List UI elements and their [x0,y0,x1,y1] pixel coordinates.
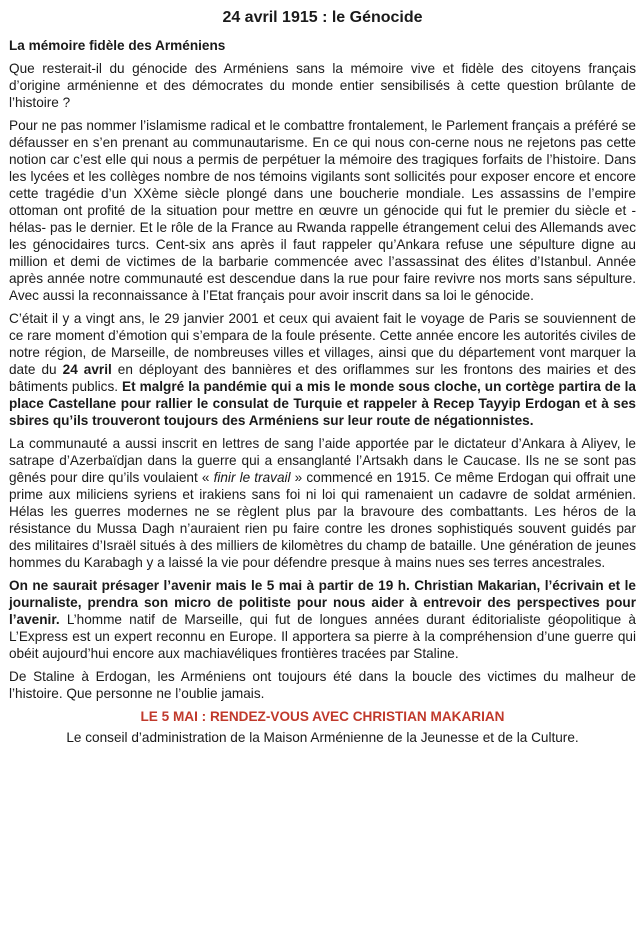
paragraph-intro: Que resterait-il du génocide des Arméniens sans la mémoire vive et fidèle des citoyens français d’origine arménienne et des démocrates du monde entier sensibilisés à cette question brûlante de l’histoire ? [9,61,636,110]
paragraph-communautarisme: Pour ne pas nommer l’islamisme radical et le combattre frontalement, le Parlement français a préféré se défausser en s’en prenant au communautarisme. En ce qui nous con-cerne nous ne rejetons pas cette notion car c’est elle qui nous a permis de perpétuer la mémoire des tragiques forfaits de l’histoire. Dans les lycées et les collèges nombre de nos témoins vigilants sont sollicités pour exposer encore et encore cette tragédie d’un XXème siècle plongé dans une boucherie mondiale. Les assassins de l’empire ottoman ont profité de la situation pour mettre en œuvre un génocide qui fut le premier du siècle et -hélas- pas le dernier. Et le rôle de la France au Rwanda rappelle étrangement celui des Allemands avec les génocidaires turcs. Cent-six ans après il faut rappeler qu’Ankara refuse une sépulture digne au million et demi de victimes de la barbarie commencée avec l’assassinat des élites d’Istanbul. Année après année notre communauté est descendue dans la rue pour faire revivre nos morts sans sépulture. Avec aussi la reconnaissance à l’Etat français pour avoir inscrit dans sa loi le génocide. [9,118,636,303]
paragraph-artsakh-text-1: La communauté a aussi inscrit en lettres de sang l’aide apportée par le dictateur d’Ankara à Aliyev, le satrape d’Azerbaïdjan dans la guerre qui a ensanglanté l’Artsakh dans le Caucase. Ils ne se sont pas gênés pour dire qu’ils voulaient « [9,436,636,485]
quote-italic: finir le travail [213,470,291,485]
paragraph-artsakh [9,435,636,571]
article-title: 24 avril 1915 : le Génocide [222,9,423,26]
paragraph-artsakh-text-2: » commencé en 1915. Ce même Erdogan qui offrait une prime aux miliciens syriens et irakiens sans foi ni loi qui ramenaient un cadavre de soldat arménien. Hélas les guerres modernes ne se règlent plus par la bravoure des combattants. Les héros de la résistance du Mussa Dagh n’auraient rien pu faire contre les drones sophistiqués souvent guidés par des militaires d’Israël situés à des milliers de kilomètres du champ de bataille. Une génération de jeunes hommes du Karabagh y a laissé la vie pour défendre presque à mains nues ses terres ancestrales. [9,470,636,570]
paragraph-anniversary-text-1: C’était il y a vingt ans, le 29 janvier 2001 et ceux qui avaient fait le voyage de Paris se souviennent de ce rare moment d’émotion qui s’empara de la foule présente. Cette année encore les autorités civiles de notre région, de Marseille, de nombreuses villes et villages, ainsi que du département vont marquer la date du [9,311,636,377]
paragraph-anniversary [9,310,636,429]
paragraph-conference-text: L’homme natif de Marseille, qui fut de longues années durant éditorialiste géopolitique à L’Express est un expert reconnu en Europe. Il apportera sa pierre à la compréhension d’une guerre qui obéit aujourd’hui encore aux machiavéliques frontières tracées par Staline. [9,612,636,661]
article-subtitle: La mémoire fidèle des Arméniens [9,38,226,53]
paragraph-conference [9,577,636,662]
paragraph-anniversary-text-2: en déployant des bannières et des oriflammes sur les frontons des mairies et des bâtiments publics. [9,362,636,394]
conference-announcement: On ne saurait présager l’avenir mais le 5 mai à partir de 19 h. Christian Makarian, l’écrivain et le journaliste, prendra son micro de politiste pour nous aider à entrevoir des perspectives pour l’avenir. [9,578,636,627]
event-call-to-action: LE 5 MAI : RENDEZ-VOUS AVEC CHRISTIAN MAKARIAN [140,709,505,724]
date-highlight: 24 avril [62,362,112,377]
signature: Le conseil d’administration de la Maison Arménienne de la Jeunesse et de la Culture. [66,730,579,745]
march-announcement: Et malgré la pandémie qui a mis le monde sous cloche, un cortège partira de la place Castellane pour rallier le consulat de Turquie et rappeler à Recep Tayyip Erdogan et à ses sbires qu’ils trouveront toujours des Arméniens sur leur route de négationnistes. [9,379,636,428]
paragraph-conclusion: De Staline à Erdogan, les Arméniens ont toujours été dans la boucle des victimes du malheur de l’histoire. Que personne ne l’oublie jamais. [9,669,636,701]
